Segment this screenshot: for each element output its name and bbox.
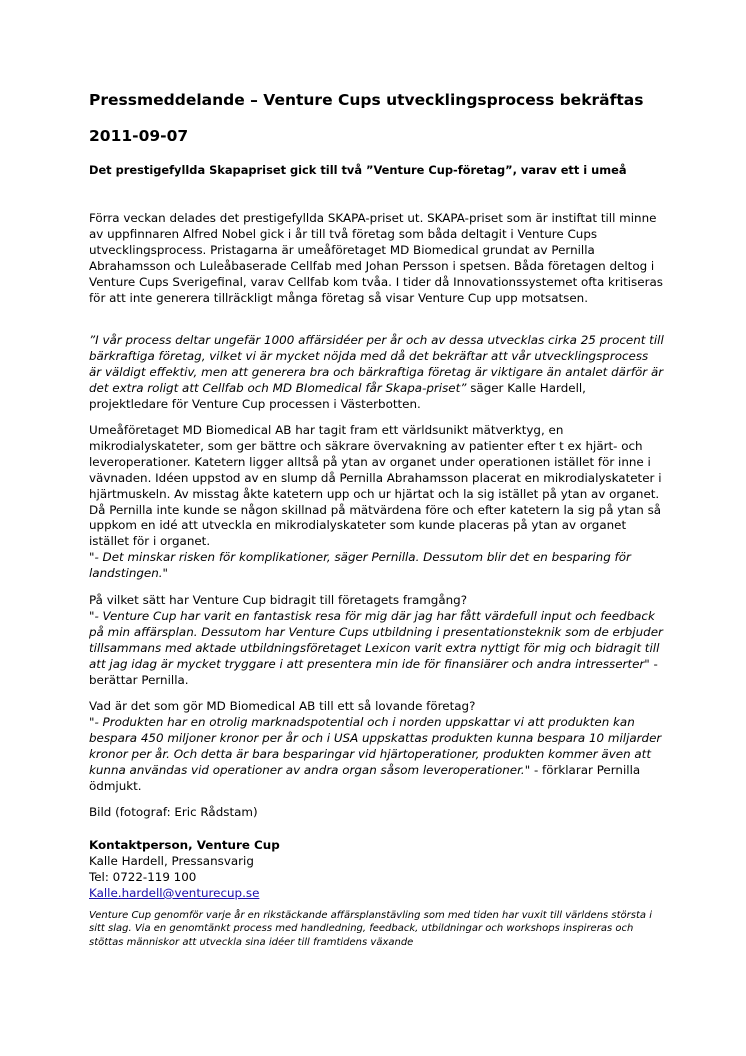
answer-2-text: "- Produkten har en otrolig marknadspotential och i norden uppskattar vi att produkten kan bespara 450 miljoner kronor per år och i USA uppskattas produkten kunna bespara 10 miljarder kronor per år. Och detta är bara besparingar vid hjärtoperationer, produkten kommer även att kunna användas vid operationer av andra organ såsom leveroperationer." (89, 714, 662, 777)
question-2: Vad är det som gör MD Biomedical AB till ett så lovande företag? (89, 699, 476, 713)
quote-attribution: säger Kalle Hardell, projektledare för Venture Cup processen i Västerbotten. (89, 380, 586, 411)
release-date: 2011-09-07 (89, 127, 189, 145)
page-title: Pressmeddelande – Venture Cups utvecklingsprocess bekräftas (89, 91, 644, 109)
contact-email-link[interactable]: Kalle.hardell@venturecup.se (89, 885, 260, 900)
photo-credit: Bild (fotograf: Eric Rådstam) (89, 805, 258, 819)
pernilla-quote: "- Det minskar risken för komplikationer, säger Pernilla. Dessutom blir det en besparing för landstingen." (89, 550, 631, 581)
product-section (89, 423, 664, 582)
footer-text: Venture Cup genomför varje år en rikstäckande affärsplanstävling som med tiden har vuxit till världens största i sitt slag. Via en genomtänkt process med handledning, feedback, utbildningar och workshops inspireras och stöttas människor att utveckla sina idéer till framtidens växande (89, 910, 652, 948)
answer-2-paragraph (89, 715, 664, 795)
contact-name: Kalle Hardell, Pressansvarig (89, 853, 254, 868)
quote-paragraph (89, 333, 664, 413)
answer-1-text: "- Venture Cup har varit en fantastisk resa för mig där jag har fått värdefull input och feedback på min affärsplan. Dessutom har Venture Cups utbildning i presentationsteknik som de erbjuder tillsammans med aktade utbildningsföretaget Lexicon varit extra nyttigt för mig och bidragit till att jag idag är mycket tryggare i att presentera min ide för finansiärer och andra intresserter" (89, 608, 663, 671)
subheading: Det prestigefyllda Skapapriset gick till två ”Venture Cup-företag”, varav ett i umeå (89, 163, 627, 177)
answer-1-paragraph (89, 609, 664, 689)
product-paragraph: Umeåföretaget MD Biomedical AB har tagit fram ett världsunikt mätverktyg, en mikrodialyskateter, som ger bättre och säkrare övervakning av patienter efter t ex hjärt- och leveroperationer. Katetern ligger alltså på ytan av organet under operationen istället för inne i vävnaden. Idéen uppstod av en slump då Pernilla Abrahamsson placerat en mikrodialyskateter i hjärtmuskeln. Av misstag åkte katetern upp och ur hjärtat och la sig istället på ytan av organet. Då Pernilla inte kunde se någon skillnad på mätvärdena före och efter katetern la sig på ytan så uppkom en idé att utveckla en mikrodialyskateter som kunde placeras på ytan av organet istället för i organet. (89, 423, 662, 549)
question-section-1 (89, 593, 664, 688)
contact-phone: Tel: 0722-119 100 (89, 869, 197, 884)
quote-text: ”I vår process deltar ungefär 1000 affärsidéer per år och av dessa utvecklas cirka 25 procent till bärkraftiga företag, vilket vi är mycket nöjda med då det bekräftar att vår utvecklingsprocess är väldigt effektiv, men att generera bra och bärkraftiga företag är viktigare än antalet därför är det extra roligt att Cellfab och MD BIomedical får Skapa-priset” (89, 333, 664, 395)
contact-heading: Kontaktperson, Venture Cup (89, 838, 280, 852)
question-1: På vilket sätt har Venture Cup bidragit till företagets framgång? (89, 593, 468, 607)
answer-1-attribution: - berättar Pernilla. (89, 656, 658, 687)
question-section-2 (89, 699, 664, 794)
intro-paragraph: Förra veckan delades det prestigefyllda SKAPA-priset ut. SKAPA-priset som är instiftat till minne av uppfinnaren Alfred Nobel gick i år till två företag som båda deltagit i Venture Cups utvecklingsprocess. Pristagarna är umeåföretaget MD Biomedical grundat av Pernilla Abrahamsson och Luleåbaserade Cellfab med Johan Persson i spetsen. Båda företagen deltog i Venture Cups Sverigefinal, varav Cellfab kom tvåa. I tider då Innovationssystemet ofta kritiseras för att inte generera tillräckligt många företag så visar Venture Cup upp motsatsen. (89, 211, 663, 305)
answer-2-attribution: - förklarar Pernilla ödmjukt. (89, 762, 641, 793)
contact-block (89, 838, 664, 902)
